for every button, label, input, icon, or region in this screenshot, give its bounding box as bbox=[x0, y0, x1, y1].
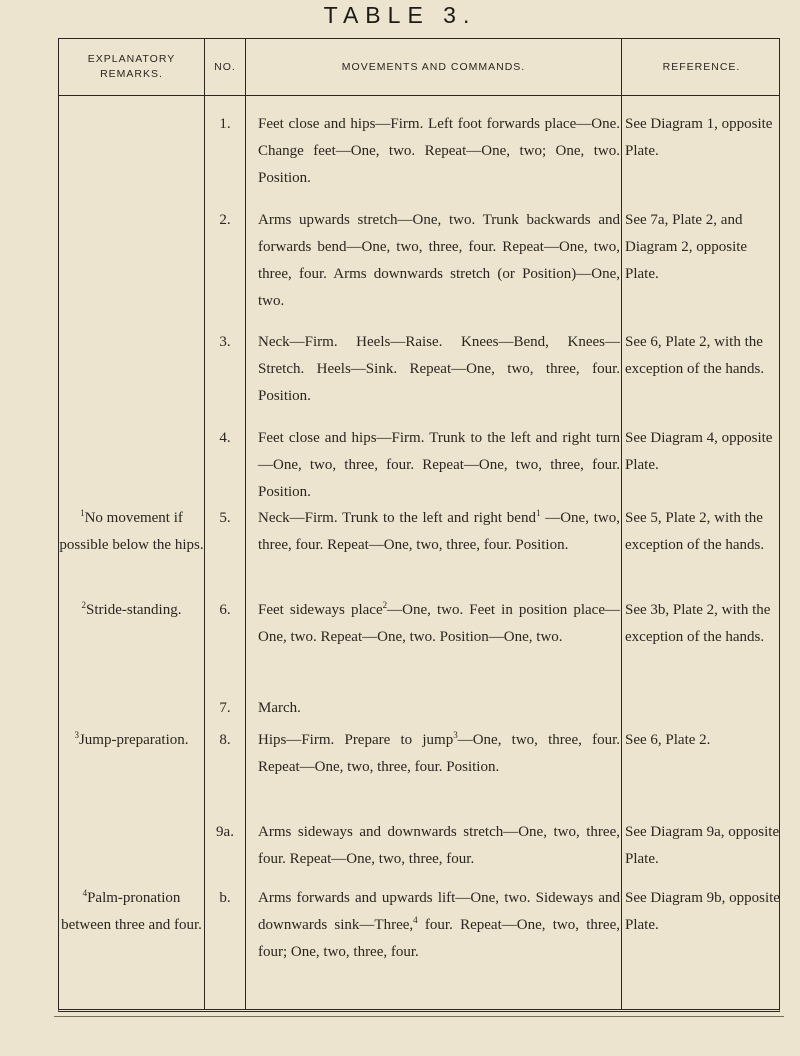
movement-part: —One, two, three, four. Repeat—One, two, three, four. Position. bbox=[258, 732, 620, 775]
row-number: 4. bbox=[219, 430, 231, 446]
movement-text bbox=[258, 505, 620, 559]
movement-text bbox=[258, 597, 620, 651]
header-reference: REFERENCE. bbox=[662, 60, 741, 73]
remark-label: Palm-pronation between three and four. bbox=[61, 890, 202, 933]
movement-text: Arms upwards stretch—One, two. Trunk backwards and forwards bend—One, two, three, four. Repeat—One, two, three, four. Arms downwards stretch (or Position)—One, two. bbox=[258, 212, 620, 309]
reference-text: See 5, Plate 2, with the exception of the hands. bbox=[625, 510, 765, 553]
footnote-mark: 4 bbox=[82, 888, 88, 898]
remark-label: Stride-standing. bbox=[86, 602, 182, 618]
movement-text: March. bbox=[258, 700, 301, 716]
page-title: TABLE 3. bbox=[323, 2, 477, 28]
row-number: b. bbox=[219, 890, 231, 906]
reference-text: See Diagram 9b, opposite Plate. bbox=[625, 890, 780, 933]
row-number: 9a. bbox=[216, 824, 234, 840]
movement-part: Hips—Firm. Prepare to jump bbox=[258, 732, 454, 748]
movement-text bbox=[258, 885, 620, 966]
remark-text bbox=[59, 727, 204, 754]
movement-part: —One, two. Feet in position place—One, two. Repeat—One, two. Position—One, two. bbox=[258, 602, 620, 645]
row-number: 1. bbox=[219, 116, 231, 132]
movement-part: four. Repeat—One, two, three, four; One, two, three, four. bbox=[258, 917, 620, 960]
remark-text bbox=[59, 885, 204, 939]
header-remarks: EXPLANATORY REMARKS. bbox=[87, 53, 176, 80]
remark-text bbox=[59, 505, 204, 559]
movement-part: Feet sideways place bbox=[258, 602, 383, 618]
row-number: 2. bbox=[219, 212, 231, 228]
movement-text: Feet close and hips—Firm. Left foot forwards place—One. Change feet—One, two. Repeat—One, two; One, two. Position. bbox=[258, 116, 620, 186]
movement-part: —One, two, three, four. Repeat—One, two, three, four. Position. bbox=[258, 510, 620, 553]
row-number: 7. bbox=[219, 700, 231, 716]
movement-text: Feet close and hips—Firm. Trunk to the left and right turn—One, two, three, four. Repeat—One, two, three, four. Position. bbox=[258, 430, 620, 500]
footnote-mark: 1 bbox=[80, 508, 85, 518]
reference-text: See Diagram 4, opposite Plate. bbox=[625, 430, 773, 473]
row-number: 3. bbox=[219, 334, 231, 350]
reference-text: See 6, Plate 2. bbox=[625, 732, 711, 748]
header-movements: MOVEMENTS AND COMMANDS. bbox=[341, 60, 526, 73]
remark-label: Jump-preparation. bbox=[78, 732, 189, 748]
movement-part: Arms forwards and upwards lift—One, two. Sideways and downwards sink—Three, bbox=[258, 890, 620, 933]
row-number: 5. bbox=[219, 510, 231, 526]
movement-text: Arms sideways and downwards stretch—One, two, three, four. Repeat—One, two, three, four. bbox=[258, 824, 620, 867]
reference-text: See Diagram 1, opposite Plate. bbox=[625, 116, 773, 159]
remark-label: No movement if possible below the hips. bbox=[59, 510, 204, 553]
reference-text: See 3b, Plate 2, with the exception of the hands. bbox=[625, 602, 771, 645]
page-bottom-rule bbox=[54, 1016, 784, 1017]
reference-text: See 6, Plate 2, with the exception of the hands. bbox=[625, 334, 765, 377]
footnote-mark: 2 bbox=[382, 600, 388, 610]
footnote-mark: 2 bbox=[81, 600, 87, 610]
header-rule bbox=[59, 95, 779, 96]
row-number: 8. bbox=[219, 732, 231, 748]
footnote-mark: 4 bbox=[413, 915, 418, 925]
remark-text bbox=[59, 597, 204, 624]
column-divider bbox=[245, 39, 246, 1009]
movement-text bbox=[258, 727, 620, 781]
movement-text: Neck—Firm. Heels—Raise. Knees—Bend, Knees—Stretch. Heels—Sink. Repeat—One, two, three, four. Position. bbox=[258, 334, 620, 404]
column-divider bbox=[621, 39, 622, 1009]
footnote-mark: 3 bbox=[453, 730, 458, 740]
footnote-mark: 1 bbox=[535, 508, 541, 518]
footnote-mark: 3 bbox=[74, 730, 79, 740]
reference-text: See Diagram 9a, opposite Plate. bbox=[625, 824, 780, 867]
row-number: 6. bbox=[219, 602, 231, 618]
header-no: NO. bbox=[214, 60, 236, 73]
movement-part: Neck—Firm. Trunk to the left and right bend bbox=[258, 510, 536, 526]
exercise-table bbox=[58, 38, 780, 1012]
reference-text: See 7a, Plate 2, and Diagram 2, opposite Plate. bbox=[625, 212, 748, 282]
